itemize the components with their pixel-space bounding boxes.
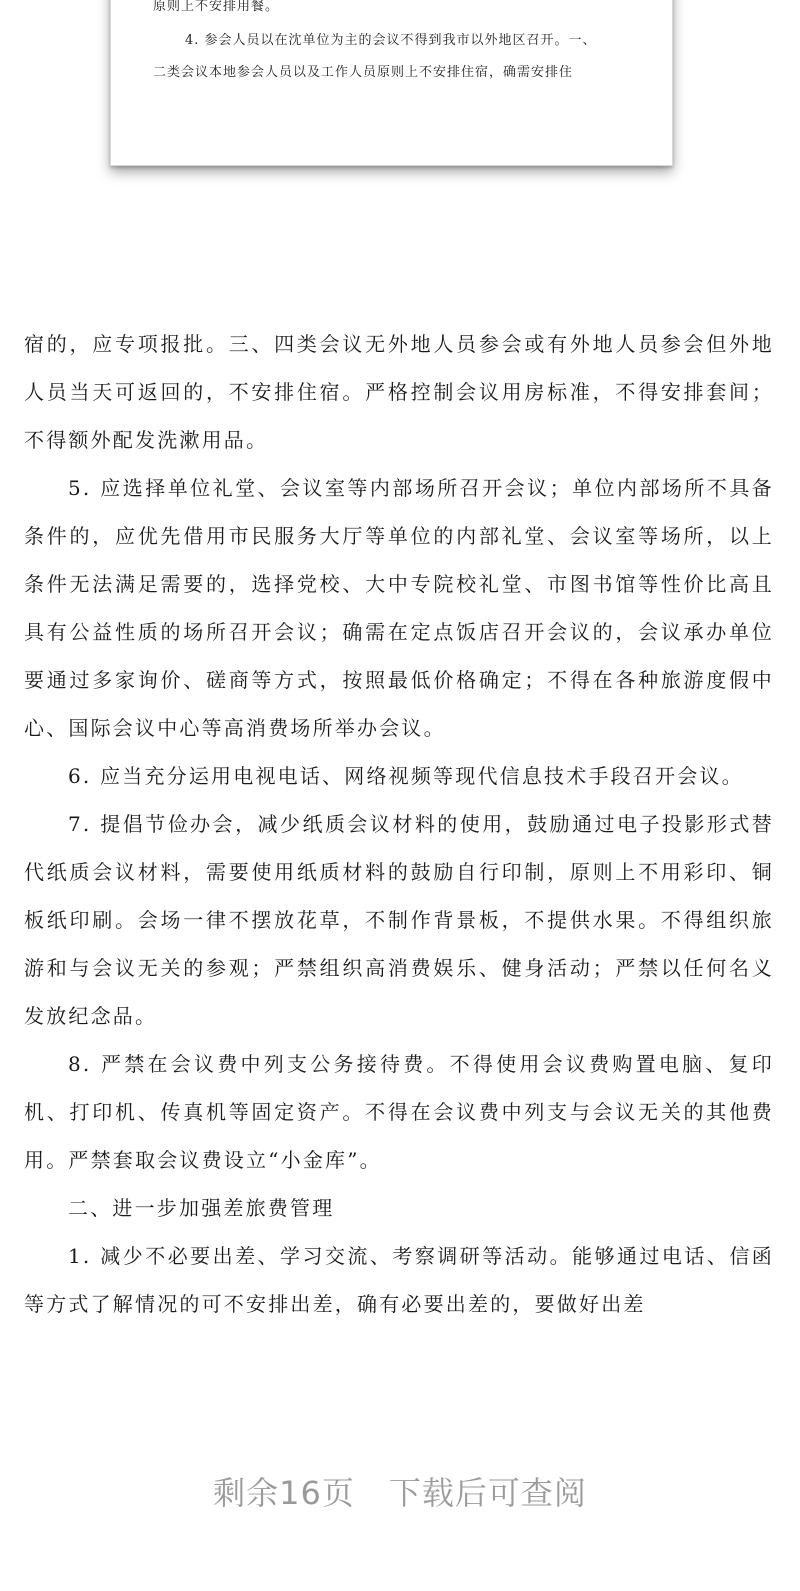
body-paragraph: 5. 应选择单位礼堂、会议室等内部场所召开会议；单位内部场所不具备条件的，应优先借用市民服务大厅等单位的内部礼堂、会议室等场所，以上条件无法满足需要的，选择党校、大中专院校礼堂、市图书馆等性价比高且具有公益性质的场所召开会议；确需在定点饭店召开会议的，会议承办单位要通过多家询价、磋商等方式，按照最低价格确定；不得在各种旅游度假中心、国际会议中心等高消费场所举办会议。 xyxy=(24,476,774,740)
body-paragraph: 8. 严禁在会议费中列支公务接待费。不得使用会议费购置电脑、复印机、打印机、传真机等固定资产。不得在会议费中列支与会议无关的其他费用。严禁套取会议费设立“小金库”。 xyxy=(24,1052,774,1172)
body-paragraph: 6. 应当充分运用电视电话、网络视频等现代信息技术手段召开会议。 xyxy=(68,764,744,788)
document-body xyxy=(24,320,774,1328)
preview-line: 4. 参会人员以在沈单位为主的会议不得到我市以外地区召开。一、 xyxy=(185,33,597,48)
remaining-pages-label: 剩余16页 xyxy=(213,1474,355,1512)
download-to-view-label[interactable]: 下载后可查阅 xyxy=(388,1474,587,1512)
preview-line: 原则上不安排用餐。 xyxy=(153,0,280,14)
document-preview-card xyxy=(110,0,673,166)
remaining-pages-notice[interactable] xyxy=(0,1468,800,1514)
preview-line: 二类会议本地参会人员以及工作人员原则上不安排住宿，确需安排住 xyxy=(153,65,574,80)
section-heading: 二、进一步加强差旅费管理 xyxy=(68,1196,335,1220)
body-paragraph: 7. 提倡节俭办会，减少纸质会议材料的使用，鼓励通过电子投影形式替代纸质会议材料，需要使用纸质材料的鼓励自行印制，原则上不用彩印、铜板纸印刷。会场一律不摆放花草，不制作背景板，不提供水果。不得组织旅游和与会议无关的参观；严禁组织高消费娱乐、健身活动；严禁以任何名义发放纪念品。 xyxy=(24,812,774,1028)
body-paragraph: 宿的，应专项报批。三、四类会议无外地人员参会或有外地人员参会但外地人员当天可返回的，不安排住宿。严格控制会议用房标准，不得安排套间；不得额外配发洗漱用品。 xyxy=(24,332,774,452)
body-paragraph: 1. 减少不必要出差、学习交流、考察调研等活动。能够通过电话、信函等方式了解情况的可不安排出差，确有必要出差的，要做好出差 xyxy=(24,1244,774,1316)
